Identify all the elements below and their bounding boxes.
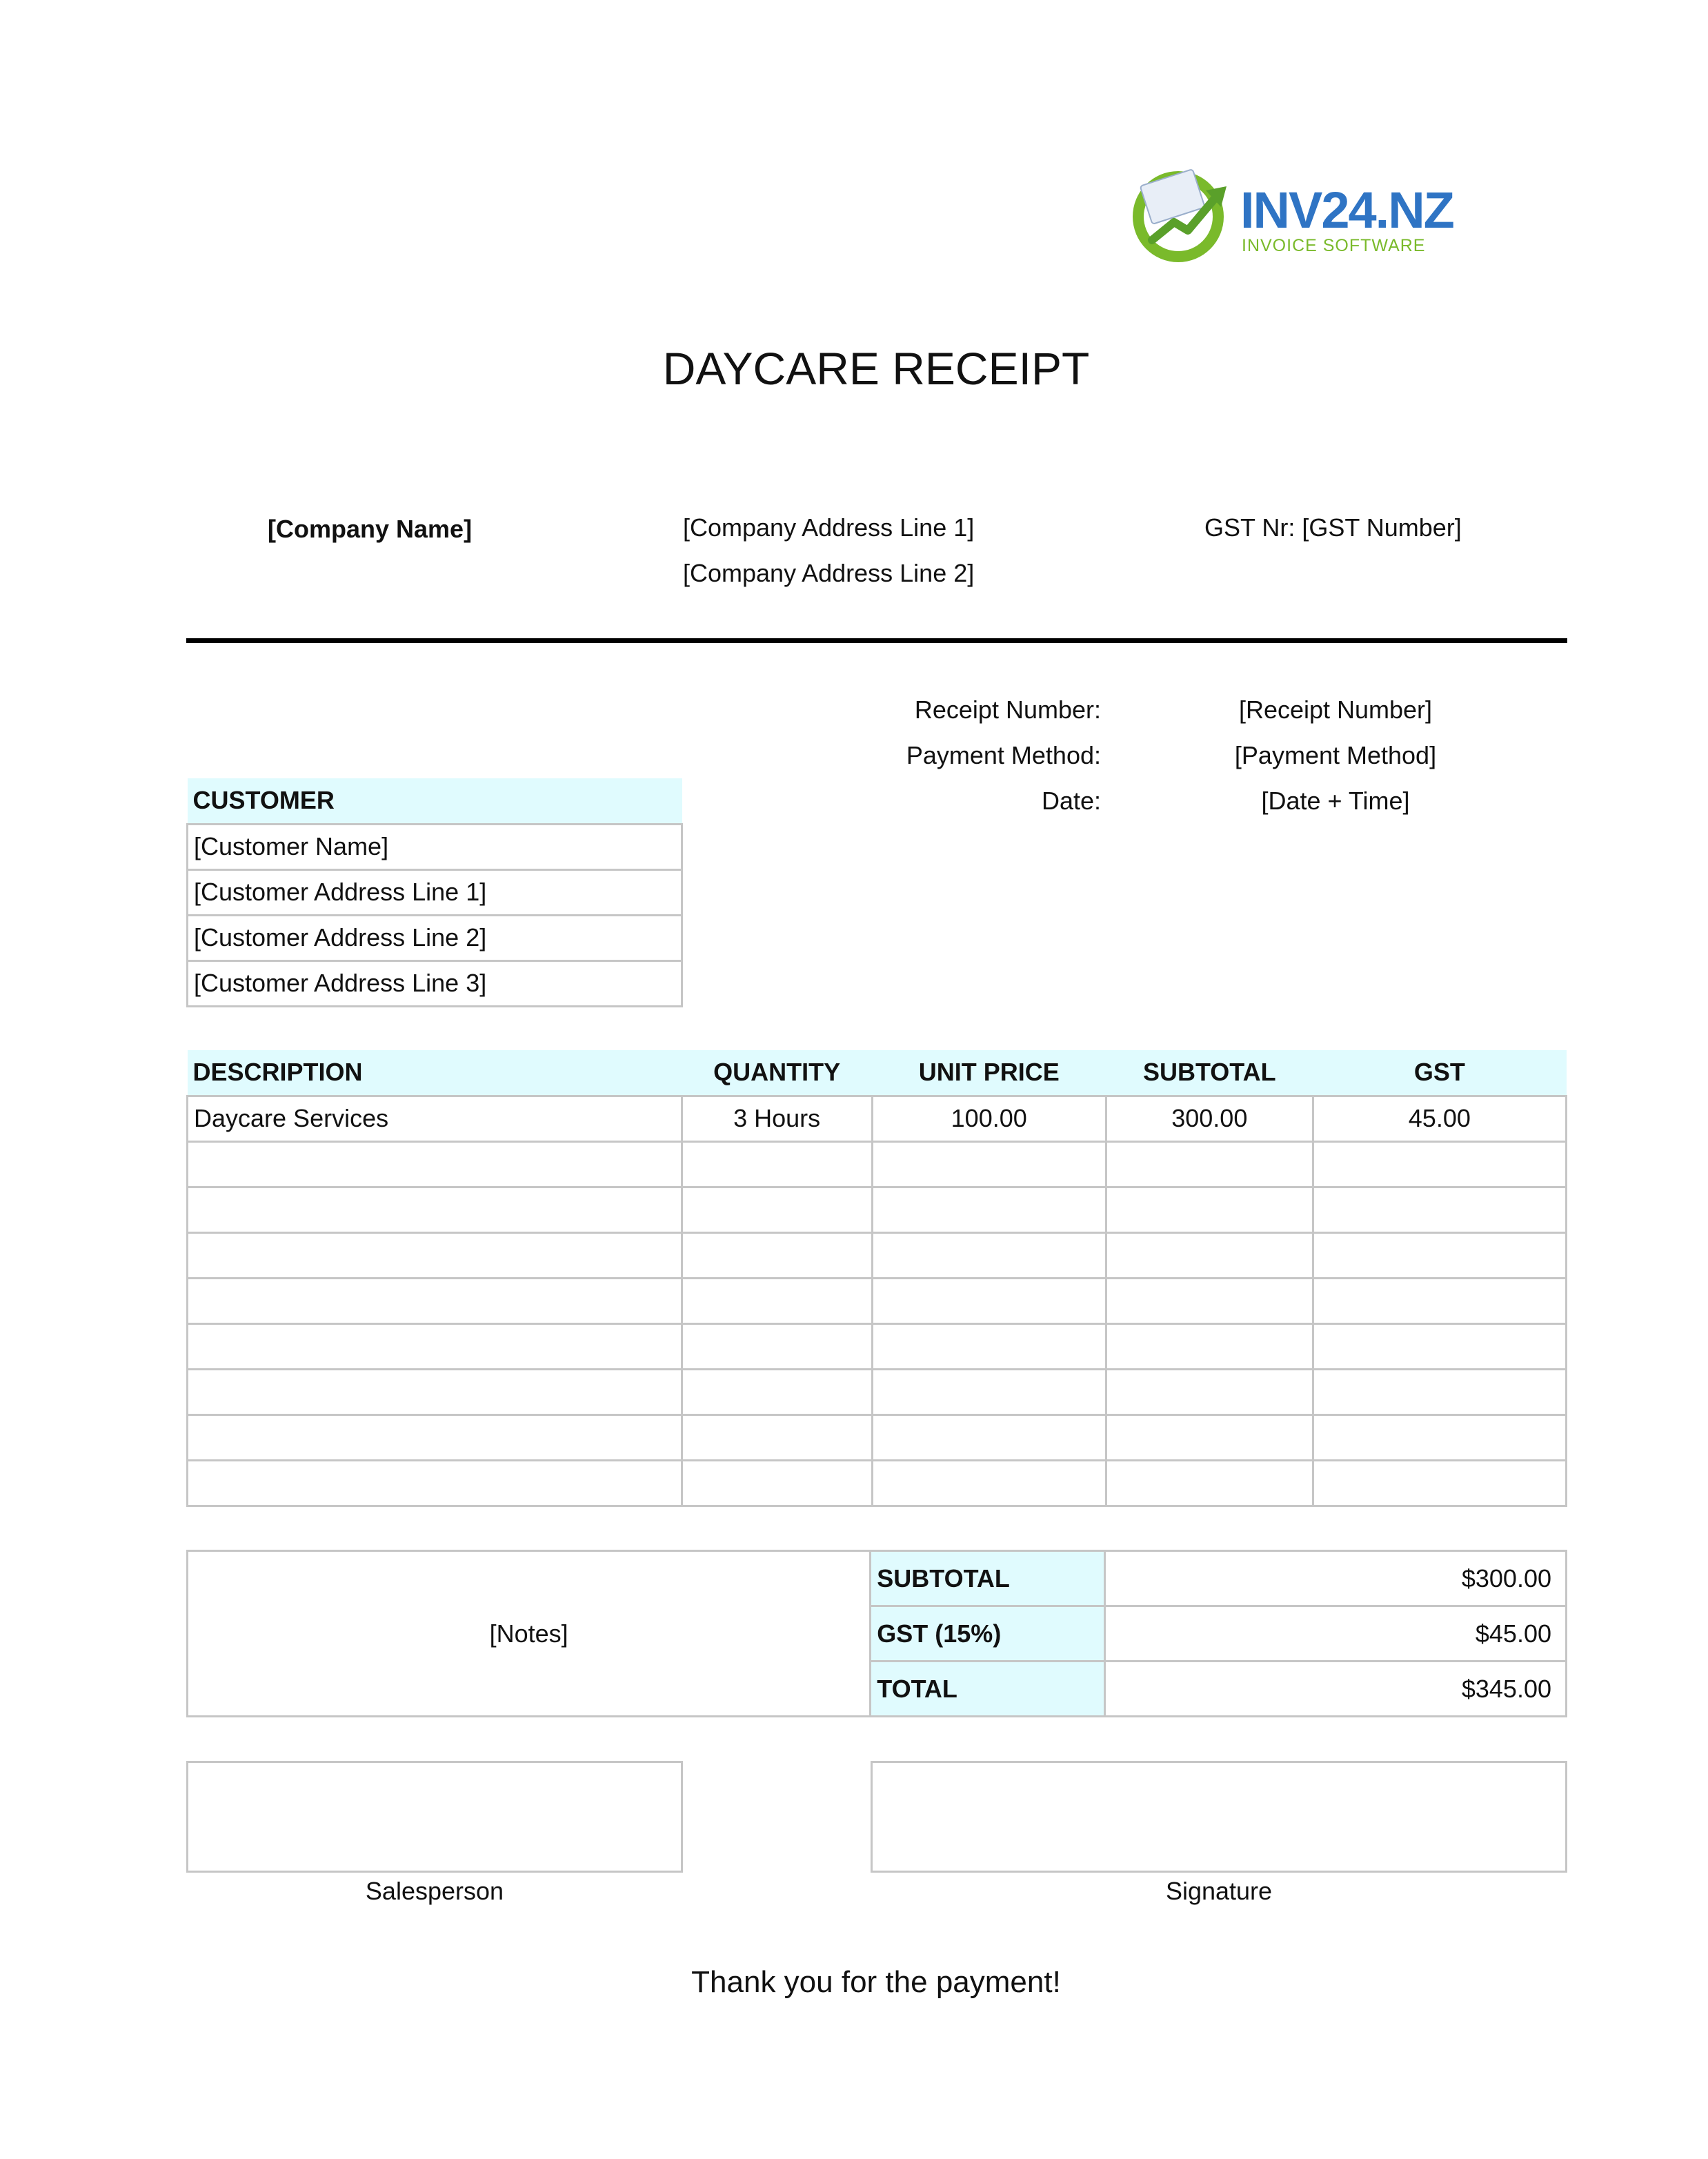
receipt-number-label: Receipt Number:: [914, 696, 1101, 724]
table-row: [188, 1460, 1567, 1506]
logo-brand-text: INV24.NZ: [1240, 181, 1453, 239]
date-label: Date:: [1041, 787, 1101, 815]
footer-thank-you: Thank you for the payment!: [691, 1965, 1061, 1999]
totals-table: [186, 1550, 1567, 1717]
table-row: [188, 1141, 1567, 1187]
table-row: [188, 1323, 1567, 1369]
receipt-number-value: [Receipt Number]: [1238, 696, 1433, 724]
gst-value: $45.00: [1105, 1606, 1567, 1662]
items-table: [186, 1050, 1567, 1507]
company-address-line-2: [Company Address Line 2]: [683, 559, 975, 587]
item-unit-price: 100.00: [872, 1096, 1106, 1141]
customer-address-line-2: [Customer Address Line 2]: [188, 915, 682, 960]
subtotal-label: SUBTOTAL: [871, 1551, 1105, 1606]
page-title: DAYCARE RECEIPT: [662, 343, 1090, 394]
payment-method-label: Payment Method:: [906, 741, 1101, 769]
company-address-line-1: [Company Address Line 1]: [683, 513, 975, 542]
table-row: [188, 1369, 1567, 1414]
item-quantity: 3 Hours: [682, 1096, 872, 1141]
table-row: [188, 1187, 1567, 1232]
total-label: TOTAL: [871, 1662, 1105, 1717]
item-gst: 45.00: [1313, 1096, 1566, 1141]
date-value: [Date + Time]: [1261, 787, 1410, 815]
customer-address-line-3: [Customer Address Line 3]: [188, 960, 682, 1006]
logo-tagline: INVOICE SOFTWARE: [1242, 236, 1426, 255]
gst-number: GST Nr: [GST Number]: [1204, 513, 1462, 542]
gst-label: GST (15%): [871, 1606, 1105, 1662]
notes: [Notes]: [188, 1551, 871, 1717]
salesperson-box[interactable]: [186, 1761, 683, 1873]
salesperson-label: Salesperson: [365, 1877, 504, 1905]
column-header-unit-price: UNIT PRICE: [918, 1058, 1060, 1087]
table-row: [188, 1414, 1567, 1460]
column-header-description: DESCRIPTION: [192, 1058, 363, 1087]
column-header-subtotal: SUBTOTAL: [1142, 1058, 1276, 1087]
item-description: Daycare Services: [188, 1096, 682, 1141]
signature-label: Signature: [1165, 1877, 1273, 1905]
customer-table: [186, 778, 683, 1007]
customer-heading: CUSTOMER: [188, 778, 682, 824]
subtotal-value: $300.00: [1105, 1551, 1567, 1606]
customer-name: [Customer Name]: [188, 824, 682, 869]
signature-box[interactable]: [871, 1761, 1567, 1873]
payment-method-value: [Payment Method]: [1234, 741, 1437, 769]
column-header-quantity: QUANTITY: [713, 1058, 841, 1087]
header-divider: [186, 638, 1567, 643]
table-row: [188, 1278, 1567, 1323]
table-row: [188, 1096, 1567, 1141]
table-row: [188, 1232, 1567, 1278]
total-value: $345.00: [1105, 1662, 1567, 1717]
company-name: [Company Name]: [268, 515, 473, 543]
item-subtotal: 300.00: [1106, 1096, 1313, 1141]
customer-address-line-1: [Customer Address Line 1]: [188, 869, 682, 915]
items-header-row: [188, 1050, 1567, 1096]
column-header-gst: GST: [1413, 1058, 1465, 1087]
